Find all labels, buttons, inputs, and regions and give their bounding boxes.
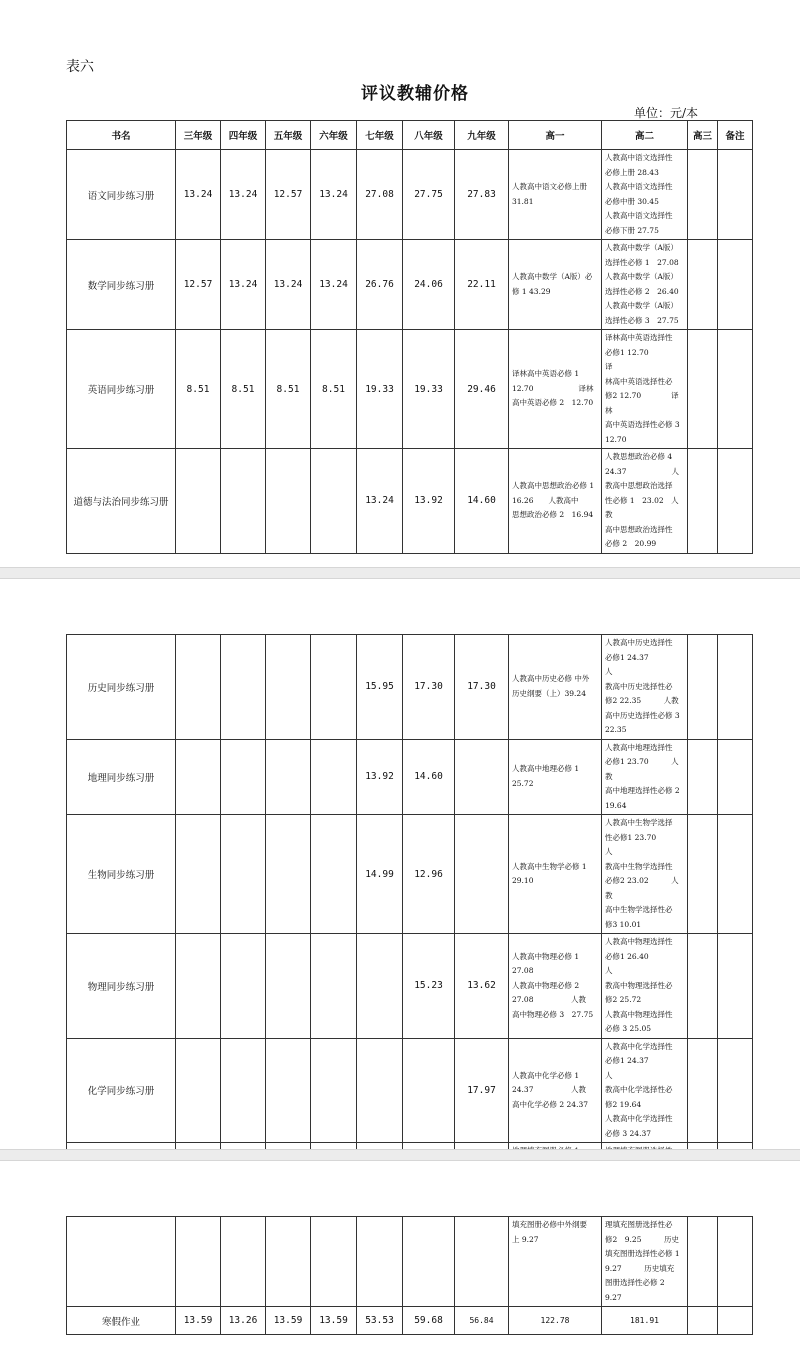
table-row — [67, 1217, 753, 1307]
table-row — [67, 1038, 753, 1143]
price-cell: 17.97 — [455, 1038, 509, 1143]
page-title: 评议教辅价格 — [361, 84, 469, 104]
table-row — [67, 240, 753, 330]
price-cell: 15.23 — [403, 934, 455, 1039]
price-cell — [311, 1038, 357, 1143]
remarks-cell — [718, 739, 753, 815]
price-cell — [176, 739, 221, 815]
senior3-cell — [688, 739, 718, 815]
header-cell: 三年级 — [176, 121, 221, 150]
remarks-cell — [718, 1217, 753, 1307]
page-separator — [0, 1149, 800, 1161]
price-cell: 13.24 — [311, 240, 357, 330]
book-name: 语文同步练习册 — [67, 150, 176, 240]
price-cell — [266, 1217, 311, 1307]
price-cell — [266, 815, 311, 934]
price-cell — [266, 449, 311, 554]
page-2 — [0, 579, 800, 1149]
price-cell: 13.59 — [176, 1307, 221, 1335]
price-cell: 13.24 — [221, 150, 266, 240]
table-row — [67, 449, 753, 554]
price-cell: 17.30 — [403, 635, 455, 740]
price-cell — [266, 1038, 311, 1143]
price-cell — [221, 934, 266, 1039]
price-cell: 22.11 — [455, 240, 509, 330]
book-name: 化学同步练习册 — [67, 1038, 176, 1143]
price-cell: 13.62 — [455, 934, 509, 1039]
senior3-cell — [688, 934, 718, 1039]
senior1-cell: 人教高中物理必修 1 27.08 人教高中物理必修 2 27.08 人教 高中物理必修 3 27.75 — [509, 934, 602, 1039]
remarks-cell — [718, 635, 753, 740]
header-cell: 高一 — [509, 121, 602, 150]
price-cell: 14.99 — [357, 815, 403, 934]
senior1-cell: 人教高中地理必修 1 25.72 — [509, 739, 602, 815]
price-cell: 19.33 — [357, 330, 403, 449]
price-cell: 26.76 — [357, 240, 403, 330]
header-cell: 四年级 — [221, 121, 266, 150]
price-cell — [311, 815, 357, 934]
senior1-cell: 122.78 — [509, 1307, 602, 1335]
senior1-cell: 人教高中数学（A版）必 修 1 43.29 — [509, 240, 602, 330]
price-cell — [311, 635, 357, 740]
price-cell: 13.24 — [311, 150, 357, 240]
book-name: 英语同步练习册 — [67, 330, 176, 449]
price-cell: 17.30 — [455, 635, 509, 740]
price-cell — [455, 739, 509, 815]
senior1-cell: 人教高中历史必修 中外 历史纲要（上）39.24 — [509, 635, 602, 740]
price-cell: 13.24 — [266, 240, 311, 330]
senior2-cell: 人教高中地理选择性 必修1 23.70 人教 高中地理选择性必修 2 19.64 — [602, 739, 688, 815]
book-name: 历史同步练习册 — [67, 635, 176, 740]
price-cell — [403, 1038, 455, 1143]
price-cell: 27.08 — [357, 150, 403, 240]
senior1-cell: 人教高中思想政治必修 1 16.26 人教高中 思想政治必修 2 16.94 — [509, 449, 602, 554]
book-name: 寒假作业 — [67, 1307, 176, 1335]
senior2-cell: 人教思想政治必修 4 24.37 人 教高中思想政治选择 性必修 1 23.02 人教 高中思想政治选择性 必修 2 20.99 — [602, 449, 688, 554]
table-number-label: 表六 — [66, 59, 94, 75]
price-cell — [357, 1217, 403, 1307]
price-cell — [266, 739, 311, 815]
price-cell — [357, 1038, 403, 1143]
book-name — [67, 1217, 176, 1307]
header-cell: 六年级 — [311, 121, 357, 150]
page-separator — [0, 567, 800, 579]
book-name: 物理同步练习册 — [67, 934, 176, 1039]
senior2-cell: 理填充图册选择性必 修2 9.25 历史 填充图册选择性必修 1 9.27 历史填充 图册选择性必修 2 9.27 — [602, 1217, 688, 1307]
price-cell: 12.57 — [266, 150, 311, 240]
price-cell — [221, 635, 266, 740]
table-row — [67, 934, 753, 1039]
price-cell — [266, 635, 311, 740]
price-cell: 27.75 — [403, 150, 455, 240]
table-row — [67, 815, 753, 934]
remarks-cell — [718, 240, 753, 330]
price-cell: 56.84 — [455, 1307, 509, 1335]
senior3-cell — [688, 150, 718, 240]
price-cell: 13.92 — [357, 739, 403, 815]
price-cell — [176, 1217, 221, 1307]
price-cell: 14.60 — [403, 739, 455, 815]
price-cell — [176, 934, 221, 1039]
price-cell — [455, 815, 509, 934]
price-cell: 12.96 — [403, 815, 455, 934]
price-cell: 15.95 — [357, 635, 403, 740]
senior2-cell: 人教高中生物学选择 性必修1 23.70 人 教高中生物学选择性 必修2 23.02 人教 高中生物学选择性必 修3 10.01 — [602, 815, 688, 934]
header-cell: 书名 — [67, 121, 176, 150]
price-cell: 59.68 — [403, 1307, 455, 1335]
price-cell — [311, 449, 357, 554]
book-name: 生物同步练习册 — [67, 815, 176, 934]
senior2-cell: 181.91 — [602, 1307, 688, 1335]
price-cell: 13.24 — [357, 449, 403, 554]
price-cell — [176, 1038, 221, 1143]
table-row — [67, 1307, 753, 1335]
price-cell: 8.51 — [176, 330, 221, 449]
book-name: 道德与法治同步练习册 — [67, 449, 176, 554]
price-cell — [221, 1038, 266, 1143]
price-cell — [221, 815, 266, 934]
price-cell — [221, 1217, 266, 1307]
price-cell — [176, 449, 221, 554]
price-cell: 8.51 — [311, 330, 357, 449]
price-cell: 12.57 — [176, 240, 221, 330]
remarks-cell — [718, 1307, 753, 1335]
price-cell — [403, 1217, 455, 1307]
remarks-cell — [718, 330, 753, 449]
price-cell: 53.53 — [357, 1307, 403, 1335]
senior2-cell: 人教高中化学选择性 必修1 24.37 人 教高中化学选择性必 修2 19.64 人教高中化学选择性 必修 3 24.37 — [602, 1038, 688, 1143]
senior3-cell — [688, 240, 718, 330]
header-cell: 七年级 — [357, 121, 403, 150]
senior3-cell — [688, 635, 718, 740]
senior3-cell — [688, 449, 718, 554]
senior3-cell — [688, 330, 718, 449]
table-row — [67, 150, 753, 240]
senior3-cell — [688, 1038, 718, 1143]
remarks-cell — [718, 449, 753, 554]
page-1 — [0, 0, 800, 567]
senior3-cell — [688, 1217, 718, 1307]
remarks-cell — [718, 934, 753, 1039]
senior1-cell: 人教高中语文必修上册 31.81 — [509, 150, 602, 240]
price-cell — [176, 815, 221, 934]
senior2-cell: 译林高中英语选择性 必修1 12.70 译 林高中英语选择性必 修2 12.70 译林 高中英语选择性必修 3 12.70 — [602, 330, 688, 449]
header-cell: 高三 — [688, 121, 718, 150]
price-cell: 8.51 — [221, 330, 266, 449]
senior1-cell: 人教高中化学必修 1 24.37 人教 高中化学必修 2 24.37 — [509, 1038, 602, 1143]
price-cell: 13.26 — [221, 1307, 266, 1335]
price-cell: 13.24 — [221, 240, 266, 330]
price-cell — [311, 739, 357, 815]
price-cell: 24.06 — [403, 240, 455, 330]
table-row — [67, 739, 753, 815]
page-3 — [0, 1161, 800, 1361]
price-cell — [266, 934, 311, 1039]
unit-label: 单位：元/本 — [634, 106, 699, 120]
price-table-page-2 — [66, 634, 753, 1175]
senior3-cell — [688, 1307, 718, 1335]
table-row — [67, 330, 753, 449]
price-cell — [357, 934, 403, 1039]
price-cell: 13.92 — [403, 449, 455, 554]
price-cell: 19.33 — [403, 330, 455, 449]
senior1-cell: 人教高中生物学必修 1 29.10 — [509, 815, 602, 934]
senior2-cell: 人教高中历史选择性 必修1 24.37 人 教高中历史选择性必 修2 22.35 人教 高中历史选择性必修 3 22.35 — [602, 635, 688, 740]
price-cell: 13.59 — [266, 1307, 311, 1335]
header-cell: 高二 — [602, 121, 688, 150]
price-table-page-3 — [66, 1216, 753, 1335]
price-cell: 13.24 — [176, 150, 221, 240]
price-cell: 14.60 — [455, 449, 509, 554]
senior2-cell: 人教高中数学（A版） 选择性必修 1 27.08 人教高中数学（A版） 选择性必修 2 26.40 人教高中数学（A版） 选择性必修 3 27.75 — [602, 240, 688, 330]
senior1-cell: 填充图册必修中外纲要 上 9.27 — [509, 1217, 602, 1307]
senior3-cell — [688, 815, 718, 934]
table-row — [67, 635, 753, 740]
price-cell — [455, 1217, 509, 1307]
book-name: 地理同步练习册 — [67, 739, 176, 815]
senior2-cell: 人教高中物理选择性 必修1 26.40 人 教高中物理选择性必 修2 25.72 人教高中物理选择性 必修 3 25.05 — [602, 934, 688, 1039]
price-cell — [221, 449, 266, 554]
header-cell: 九年级 — [455, 121, 509, 150]
senior1-cell: 译林高中英语必修 1 12.70 译林 高中英语必修 2 12.70 — [509, 330, 602, 449]
price-cell: 29.46 — [455, 330, 509, 449]
price-cell: 13.59 — [311, 1307, 357, 1335]
header-cell: 八年级 — [403, 121, 455, 150]
header-cell: 五年级 — [266, 121, 311, 150]
remarks-cell — [718, 1038, 753, 1143]
price-cell — [311, 1217, 357, 1307]
header-cell: 备注 — [718, 121, 753, 150]
price-cell: 8.51 — [266, 330, 311, 449]
remarks-cell — [718, 815, 753, 934]
price-table-page-1 — [66, 120, 753, 554]
header-row — [67, 121, 753, 150]
price-cell: 27.83 — [455, 150, 509, 240]
remarks-cell — [718, 150, 753, 240]
price-cell — [176, 635, 221, 740]
book-name: 数学同步练习册 — [67, 240, 176, 330]
price-cell — [311, 934, 357, 1039]
senior2-cell: 人教高中语文选择性 必修上册 28.43 人教高中语文选择性 必修中册 30.45 人教高中语文选择性 必修下册 27.75 — [602, 150, 688, 240]
price-cell — [221, 739, 266, 815]
